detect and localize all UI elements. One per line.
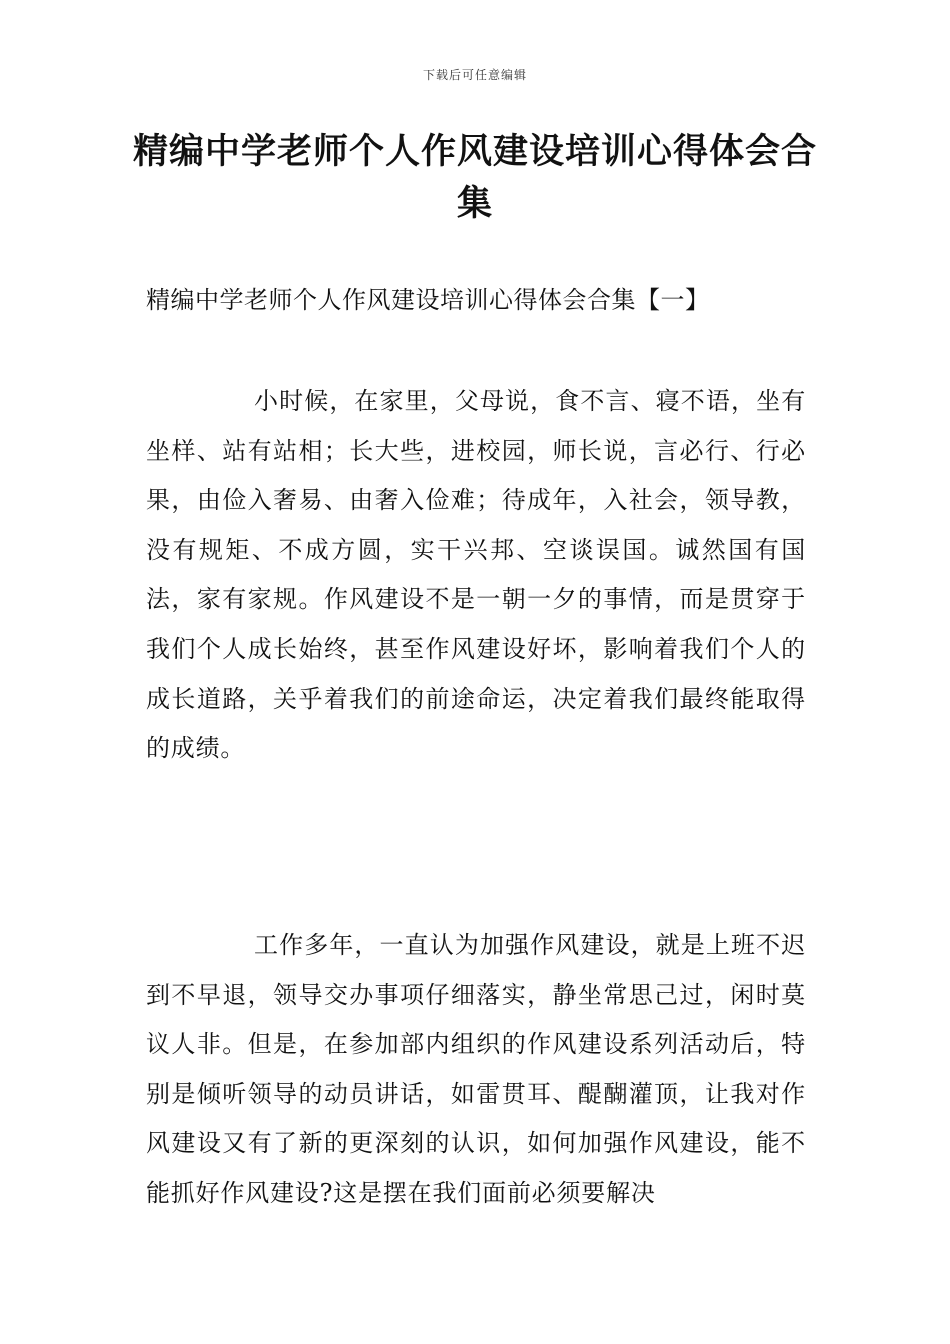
- section-heading: 精编中学老师个人作风建设培训心得体会合集【一】: [146, 286, 710, 314]
- document-title: 精编中学老师个人作风建设培训心得体会合集: [132, 132, 817, 224]
- header-note: 下载后可任意编辑: [422, 68, 527, 82]
- body-paragraph-1: 小时候，在家里，父母说，食不言、寝不语，坐有坐样、站有站相；长大些，进校园，师长说，言必行、行必果，由俭入奢易、由奢入俭难；待成年，入社会，领导教，没有规矩、不成方圆，实干兴邦、空谈误国。诚然国有国法，家有家规。作风建设不是一朝一夕的事情，而是贯穿于我们个人成长始终，甚至作风建设好坏，影响着我们个人的成长道路，关乎着我们的前途命运，决定着我们最终能取得的成绩。: [146, 387, 806, 763]
- body-paragraph-2: 工作多年，一直认为加强作风建设，就是上班不迟到不早退，领导交办事项仔细落实，静坐常思己过，闲时莫议人非。但是，在参加部内组织的作风建设系列活动后，特别是倾听领导的动员讲话，如雷贯耳、醍醐灌顶，让我对作风建设又有了新的更深刻的认识，如何加强作风建设，能不能抓好作风建设?这是摆在我们面前必须要解决: [146, 931, 806, 1207]
